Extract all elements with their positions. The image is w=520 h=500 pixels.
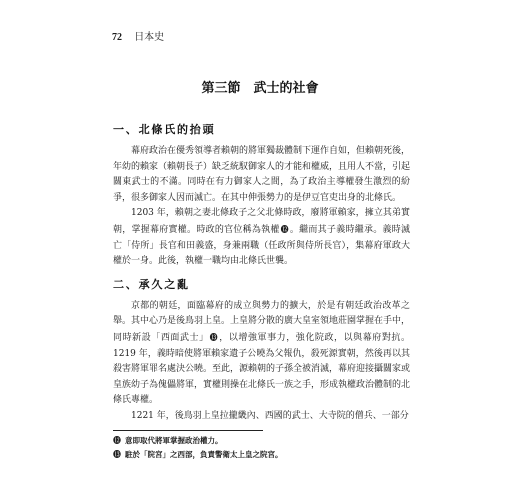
footnote-text: 意即取代將軍掌握政治權力。 xyxy=(125,435,223,445)
paragraph-text: 。繼而其子義時繼承。義時滅亡「侍所」長官和田義盛，身兼兩職（任政所與侍所長官），集幕府軍政大權於一身。此後，執權一職均由北條氏世襲。 xyxy=(113,224,410,267)
section-title: 第三節 武士的社會 xyxy=(201,81,319,96)
paragraph xyxy=(113,206,410,269)
paragraph: 1221 年，後鳥羽上皇拉攏畿內、西國的武士、大寺院的僧兵、一部分 xyxy=(131,410,409,421)
footnote-marker: ⓬ xyxy=(113,435,121,445)
footnote-item xyxy=(113,434,410,448)
footnotes xyxy=(113,434,410,462)
footnote-reference: ⓬ xyxy=(280,224,289,234)
running-head xyxy=(112,32,164,44)
footnote-text: 駐於「院宮」之西部，負責警衛太上皇之院宮。 xyxy=(125,449,283,459)
page-number: 72 xyxy=(112,32,122,43)
footnote-item xyxy=(113,448,410,462)
paragraph: 幕府政治在優秀領導者賴朝的將軍獨裁體制下運作自如，但賴朝死後，年幼的賴家（賴朝長子）缺乏統馭御家人的才能和權威，且用人不當，引起關東武士的不滿。同時在有力御家人之間，為了政治主導權發生激烈的紛爭，很多御家人因而滅亡。在其中伸張勢力的是伊豆官吏出身的北條氏。 xyxy=(113,146,411,203)
paragraph-text: 京都的朝廷，面臨幕府的成立與勢力的擴大，於是有朝廷政治改革之舉。其中心乃是後鳥羽上皇。上皇將分散的廣大皇室領地莊園掌握在手中，同時新設「西面武士」 xyxy=(113,300,411,343)
footnote-reference: ⓭ xyxy=(209,332,219,342)
footnote-marker: ⓭ xyxy=(113,449,121,459)
paragraph xyxy=(113,299,410,409)
main-text xyxy=(113,122,410,462)
paragraph-text: 1203 年，賴朝之妻北條政子之父北條時政，廢將軍賴家，擁立其弟實朝，掌握幕府實權。時政的官位稱為執權 xyxy=(113,208,410,235)
subsection-heading: 一、北條氏的抬頭 xyxy=(113,123,216,136)
running-head-title: 日本史 xyxy=(134,32,165,43)
subsection-heading: 二、承久之亂 xyxy=(113,277,190,291)
footnote-rule xyxy=(113,430,263,431)
paragraph-text: ，以增強軍事力，強化院政，以與幕府對抗。1219 年，義時暗使將軍賴家遺子公曉為父報仇，殺死源實朝，然後再以其殺害將軍罪名處決公曉。至此，源賴朝的子孫全被消滅，幕府迎接攝關家或皇族幼子為傀儡將軍，實權則操在北條氏一族之手，形成執權政治體制的北條氏專權。 xyxy=(113,332,411,406)
